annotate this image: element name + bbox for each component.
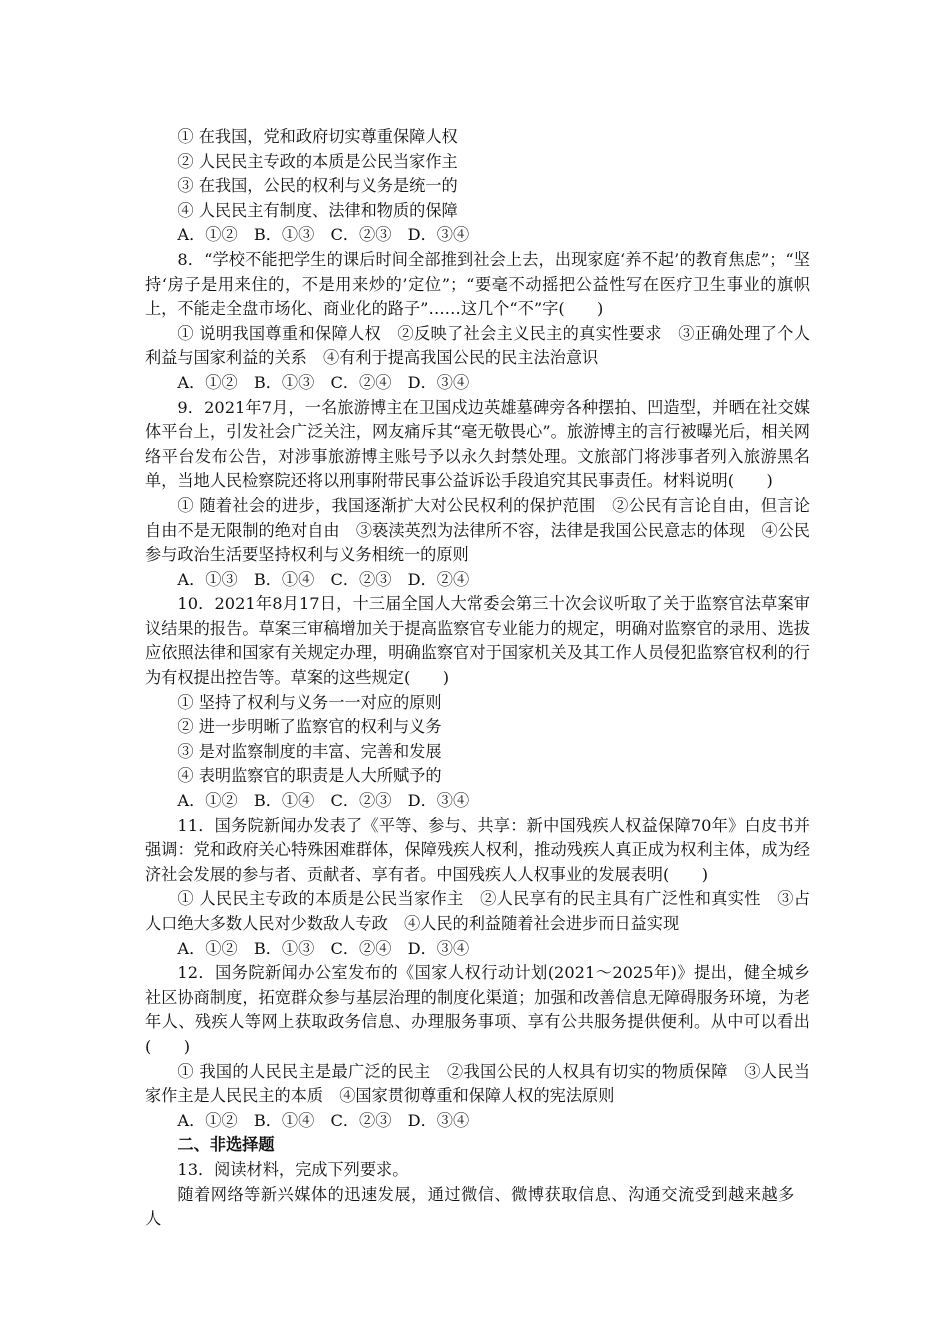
question-12 bbox=[145, 961, 810, 1133]
question-9 bbox=[145, 396, 810, 593]
q10-option-3: ③ 是对监察制度的丰富、完善和发展 bbox=[177, 741, 442, 761]
q9-stem: 9．2021年7月，一名旅游博主在卫国戍边英雄墓碑旁各种摆拍、凹造型，并晒在社交媒体平台上，引发社会广泛关注，网友痛斥其“毫无敬畏心”。旅游博主的言行被曝光后，相关网络平台发布公告，对涉事旅游博主账号予以永久封禁处理。文旅部门将涉事者列入旅游黑名单，当地人民检察院还将以刑事附带民事公益诉讼手段追究其民事责任。材料说明( ) bbox=[145, 397, 810, 491]
question-10 bbox=[145, 592, 810, 813]
q11-answer-choices: A．①② B．①③ C．②④ D．③④ bbox=[177, 938, 470, 958]
q10-option-2: ② 进一步明晰了监察官的权利与义务 bbox=[177, 717, 442, 737]
q7-option-2: ② 人民民主专政的本质是公民当家作主 bbox=[177, 151, 458, 171]
question-8 bbox=[145, 248, 810, 396]
q7-option-4: ④ 人民民主有制度、法律和物质的保障 bbox=[177, 200, 458, 220]
q10-option-4: ④ 表明监察官的职责是人大所赋予的 bbox=[177, 766, 442, 786]
q11-stem: 11．国务院新闻办发表了《平等、参与、共享：新中国残疾人权益保障70年》白皮书并强调：党和政府关心特殊困难群体，保障残疾人权利，推动残疾人真正成为权利主体，成为经济社会发展的参与者、贡献者、享有者。中国残疾人人权事业的发展表明( ) bbox=[145, 815, 810, 884]
q12-statements: ① 我国的人民民主是最广泛的民主 ②我国公民的人权具有切实的物质保障 ③人民当家作主是人民民主的本质 ④国家贯彻尊重和保障人权的宪法原则 bbox=[145, 1061, 810, 1106]
q10-answer-choices: A．①② B．①④ C．②③ D．③④ bbox=[177, 791, 470, 811]
q8-stem: 8．“学校不能把学生的课后时间全部推到社会上去，出现家庭‘养不起’的教育焦虑”；“坚持‘房子是用来住的，不是用来炒的’定位”；“要毫不动摇把公益性写在医疗卫生事业的旗帜上，不能走全盘市场化、商业化的路子”……这几个“不”字( ) bbox=[145, 249, 810, 319]
section-heading: 二、非选择题 bbox=[177, 1135, 275, 1155]
q7-option-3: ③ 在我国，公民的权利与义务是统一的 bbox=[177, 176, 458, 196]
question-7-continued bbox=[145, 125, 810, 248]
q8-statements: ① 说明我国尊重和保障人权 ②反映了社会主义民主的真实性要求 ③正确处理了个人利益与国家利益的关系 ④有利于提高我国公民的民主法治意识 bbox=[145, 323, 810, 368]
section-non-choice bbox=[145, 1133, 810, 1231]
q13-stem: 13．阅读材料，完成下列要求。 bbox=[177, 1159, 409, 1179]
q9-answer-choices: A．①③ B．①④ C．②③ D．②④ bbox=[177, 569, 470, 589]
q7-option-1: ① 在我国，党和政府切实尊重保障人权 bbox=[177, 127, 458, 146]
q12-stem: 12．国务院新闻办公室发布的《国家人权行动计划(2021～2025年)》提出，健全城乡社区协商制度，拓宽群众参与基层治理的制度化渠道；加强和改善信息无障碍服务环境，为老年人、残疾人等网上获取政务信息、办理服务事项、享有公共服务提供便利。从中可以看出( ) bbox=[145, 963, 810, 1056]
q7-answer-choices: A．①② B．①③ C．②③ D．③④ bbox=[177, 225, 470, 245]
q9-statements: ① 随着社会的进步，我国逐渐扩大对公民权利的保护范围 ②公民有言论自由，但言论自由不是无限制的绝对自由 ③亵渎英烈为法律所不容，法律是我国公民意志的体现 ④公民参与政治生活要坚持权利与义务相统一的原则 bbox=[145, 495, 810, 565]
question-11 bbox=[145, 814, 810, 962]
q8-answer-choices: A．①② B．①③ C．②④ D．③④ bbox=[177, 372, 470, 392]
q10-stem: 10．2021年8月17日，十三届全国人大常委会第三十次会议听取了关于监察官法草案审议结果的报告。草案三审稿增加关于提高监察官专业能力的规定，明确对监察官的录用、选拔应依照法律和国家有关规定办理，明确监察官对于国家机关及其工作人员侵犯监察官权利的行为有权提出控告等。草案的这些规定( ) bbox=[145, 594, 810, 688]
document-page bbox=[145, 125, 810, 1232]
q12-answer-choices: A．①② B．①④ C．②③ D．③④ bbox=[177, 1110, 470, 1130]
q11-statements: ① 人民民主专政的本质是公民当家作主 ②人民享有的民主具有广泛性和真实性 ③占人口绝大多数人民对少数敌人专政 ④人民的利益随着社会进步而日益实现 bbox=[145, 889, 810, 933]
q10-option-1: ① 坚持了权利与义务一一对应的原则 bbox=[177, 692, 442, 712]
q13-material: 随着网络等新兴媒体的迅速发展，通过微信、微博获取信息、沟通交流受到越来越多人 bbox=[145, 1184, 795, 1229]
